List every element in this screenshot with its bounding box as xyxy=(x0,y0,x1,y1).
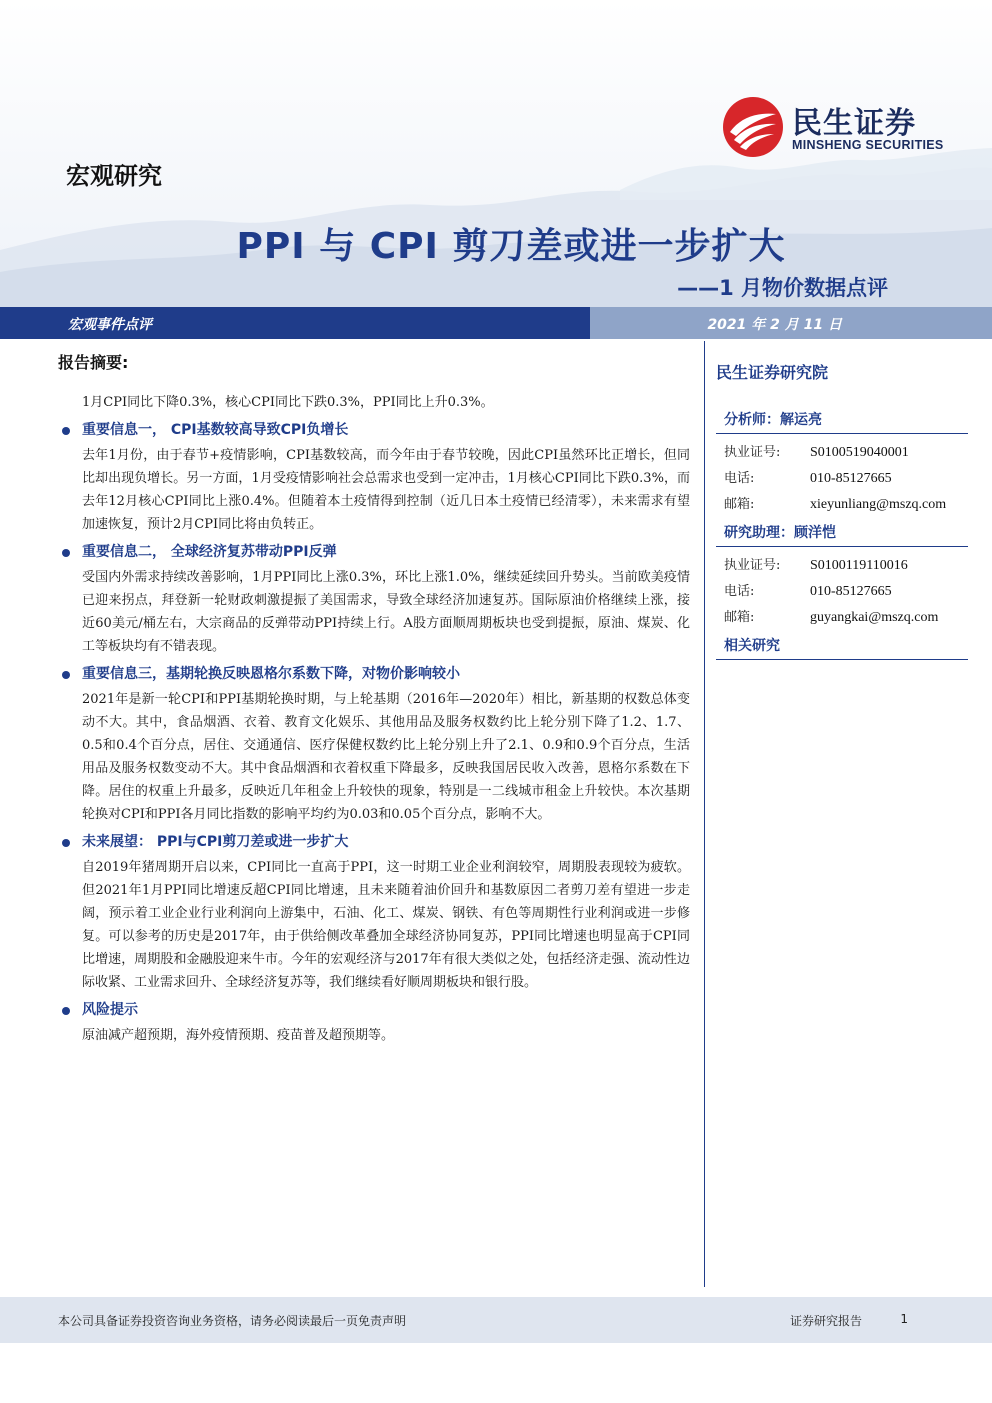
phone-value: 010-85127665 xyxy=(810,471,892,486)
license-value: S0100119110016 xyxy=(810,558,908,573)
section-heading xyxy=(58,662,690,686)
email-label: 邮箱: xyxy=(724,610,755,625)
bullet-icon xyxy=(62,671,70,679)
phone-value: 010-85127665 xyxy=(810,584,892,599)
email-link[interactable]: xieyunliang@mszq.com xyxy=(810,497,947,512)
license-label: 执业证号: xyxy=(724,445,781,460)
related-research-heading: 相关研究 xyxy=(716,635,968,660)
license-value: S0100519040001 xyxy=(810,445,909,460)
logo-english-name: MINSHENG SECURITIES xyxy=(792,138,944,152)
section-title: 重要信息三，基期轮换反映恩格尔系数下降，对物价影响较小 xyxy=(82,666,460,682)
section-body: 受国内外需求持续改善影响，1月PPI同比上涨0.3%，环比上涨1.0%，继续延续回升势头。当前欧美疫情已迎来拐点，拜登新一轮财政刺激提振了美国需求，导致全球经济加速复苏。国际原油价格继续上涨，接近60美元/桶左右，大宗商品的反弹带动PPI持续上行。A股方面顺周期板块也受到提振，原油、煤炭、化工等板块均有不错表现。 xyxy=(82,570,690,654)
logo-chinese-name: 民生证券 xyxy=(792,106,916,141)
report-category: 宏观研究 xyxy=(66,162,162,190)
column-divider xyxy=(704,341,705,1287)
section-body: 原油减产超预期，海外疫情预期、疫苗普及超预期等。 xyxy=(82,1028,395,1043)
report-type-tag: 宏观事件点评 xyxy=(68,317,152,333)
section-title: 风险提示 xyxy=(82,1002,138,1018)
email-link[interactable]: guyangkai@mszq.com xyxy=(810,610,939,625)
section-heading xyxy=(58,540,690,564)
analyst-license-row xyxy=(716,440,968,466)
phone-label: 电话: xyxy=(724,584,755,599)
email-label: 邮箱: xyxy=(724,497,755,512)
phone-label: 电话: xyxy=(724,471,755,486)
bullet-icon xyxy=(62,839,70,847)
bullet-icon xyxy=(62,549,70,557)
section-heading xyxy=(58,998,690,1022)
section-title: 重要信息二， 全球经济复苏带动PPI反弹 xyxy=(82,544,337,560)
company-logo xyxy=(722,96,962,158)
assistant-phone-row xyxy=(716,579,968,605)
analyst-email-row xyxy=(716,492,968,518)
abstract-heading: 报告摘要: xyxy=(58,353,129,372)
assistant-email-row xyxy=(716,605,968,631)
section-title: 重要信息一， CPI基数较高导致CPI负增长 xyxy=(82,422,349,438)
section-title: 未来展望： PPI与CPI剪刀差或进一步扩大 xyxy=(82,834,349,850)
page-footer xyxy=(0,1297,992,1343)
section-heading xyxy=(58,830,690,854)
institute-name: 民生证券研究院 xyxy=(716,363,829,382)
section-heading xyxy=(58,418,690,442)
analyst-phone-row xyxy=(716,466,968,492)
report-type-label: 证券研究报告 xyxy=(789,1314,862,1328)
analyst-heading: 分析师：解运亮 xyxy=(716,409,968,434)
abstract-lead: 1月CPI同比下降0.3%，核心CPI同比下跌0.3%，PPI同比上升0.3%。 xyxy=(82,395,494,410)
bullet-icon xyxy=(62,1007,70,1015)
page-number: 1 xyxy=(900,1312,908,1326)
section-body: 去年1月份，由于春节+疫情影响，CPI基数较高，而今年由于春节较晚，因此CPI虽然环比正增长，但同比却出现负增长。另一方面，1月受疫情影响社会总需求也受到一定冲击，1月核心CPI同比下跌0.3%，而去年12月核心CPI同比上涨0.4%。但随着本土疫情得到控制（近几日本土疫情已经清零），未来需求有望加速恢复，预计2月CPI同比将由负转正。 xyxy=(82,448,690,532)
section-body: 自2019年猪周期开启以来，CPI同比一直高于PPI，这一时期工业企业利润较窄，周期股表现较为疲软。但2021年1月PPI同比增速反超CPI同比增速，且未来随着油价回升和基数原因二者剪刀差有望进一步走阔，预示着工业企业行业利润向上游集中，石油、化工、煤炭、钢铁、有色等周期性行业利润或进一步修复。可以参考的历史是2017年，由于供给侧改革叠加全球经济协同复苏，PPI同比增速也明显高于CPI同比增速，周期股和金融股迎来牛市。今年的宏观经济与2017年有很大类似之处，包括经济走强、流动性边际收紧、工业需求回升、全球经济复苏等，我们继续看好顺周期板块和银行股。 xyxy=(82,860,690,990)
sidebar xyxy=(716,360,968,666)
section-body: 2021年是新一轮CPI和PPI基期轮换时期，与上轮基期（2016年—2020年）相比，新基期的权数总体变动不大。其中，食品烟酒、衣着、教育文化娱乐、其他用品及服务权数约比上轮分别下降了1.2、1.7、0.5和0.4个百分点，居住、交通通信、医疗保健权数约比上轮分别上升了2.1、0.9和0.9个百分点，生活用品及服务权数变动不大。其中食品烟酒和衣着权重下降最多，反映我国居民收入改善，恩格尔系数在下降。居住的权重上升最多，反映近几年租金上升较快的现象，特别是一二线城市租金上升较快。本次基期轮换对CPI和PPI各月同比指数的影响平均约为0.03和0.05个百分点，影响不大。 xyxy=(82,692,690,822)
minsheng-logo-icon xyxy=(722,96,784,158)
disclaimer-text: 本公司具备证券投资咨询业务资格，请务必阅读最后一页免责声明 xyxy=(58,1314,407,1328)
report-title: PPI 与 CPI 剪刀差或进一步扩大 xyxy=(236,226,786,267)
abstract-column xyxy=(58,350,690,1051)
assistant-heading: 研究助理：顾洋恺 xyxy=(716,522,968,547)
report-date: 2021 年 2 月 11 日 xyxy=(707,317,842,333)
assistant-license-row xyxy=(716,553,968,579)
report-subtitle: ——1 月物价数据点评 xyxy=(677,276,888,300)
license-label: 执业证号: xyxy=(724,558,781,573)
bullet-icon xyxy=(62,427,70,435)
title-band xyxy=(0,307,992,339)
